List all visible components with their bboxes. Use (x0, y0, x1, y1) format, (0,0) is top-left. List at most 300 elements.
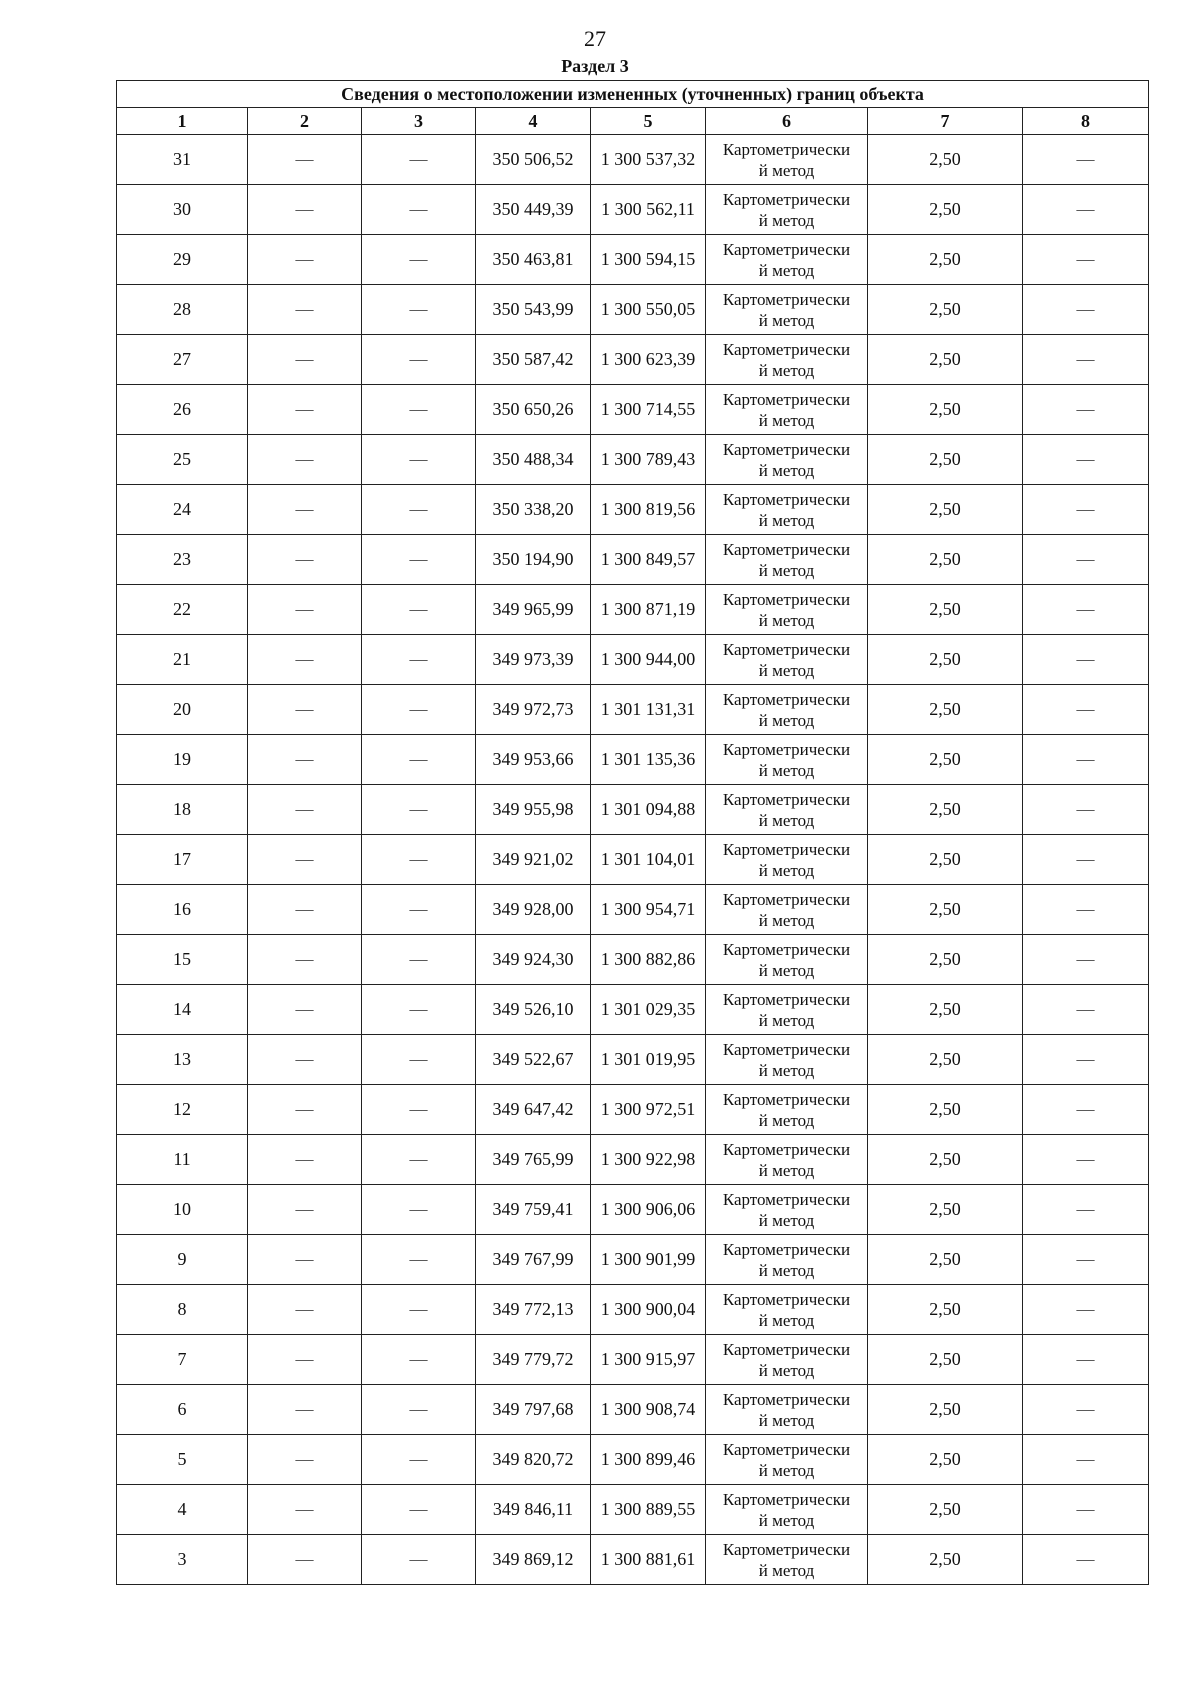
method-line-1: Картометрически (722, 1439, 851, 1459)
method-cell (706, 935, 868, 985)
table-caption: Сведения о местоположении измененных (уточненных) границ объекта (117, 81, 1149, 108)
method-cell (706, 1235, 868, 1285)
method-cell (706, 485, 868, 535)
method-cell (706, 1035, 868, 1085)
table-row (117, 535, 1149, 585)
y-coordinate-cell: 1 300 849,57 (591, 535, 706, 585)
col3-cell: — (362, 785, 476, 835)
col8-cell: — (1023, 585, 1149, 635)
method-line-1: Картометрически (722, 289, 851, 309)
col3-cell: — (362, 1035, 476, 1085)
method-line-2: й метод (758, 310, 815, 330)
y-coordinate-cell: 1 300 789,43 (591, 435, 706, 485)
col2-cell: — (248, 885, 362, 935)
method-cell (706, 1185, 868, 1235)
column-number-6: 6 (706, 108, 868, 135)
x-coordinate-cell: 349 924,30 (476, 935, 591, 985)
y-coordinate-cell: 1 300 623,39 (591, 335, 706, 385)
col8-cell: — (1023, 1535, 1149, 1585)
method-line-2: й метод (758, 260, 815, 280)
table-row (117, 1035, 1149, 1085)
col3-cell: — (362, 1385, 476, 1435)
point-cell: 27 (117, 335, 248, 385)
x-coordinate-cell: 349 869,12 (476, 1535, 591, 1585)
method-line-1: Картометрически (722, 339, 851, 359)
x-coordinate-cell: 350 650,26 (476, 385, 591, 435)
precision-cell: 2,50 (868, 485, 1023, 535)
precision-cell: 2,50 (868, 835, 1023, 885)
y-coordinate-cell: 1 301 019,95 (591, 1035, 706, 1085)
y-coordinate-cell: 1 300 889,55 (591, 1485, 706, 1535)
precision-cell: 2,50 (868, 1385, 1023, 1435)
y-coordinate-cell: 1 301 104,01 (591, 835, 706, 885)
x-coordinate-cell: 349 928,00 (476, 885, 591, 935)
table-row (117, 1385, 1149, 1435)
method-line-1: Картометрически (722, 939, 851, 959)
method-cell (706, 585, 868, 635)
point-cell: 31 (117, 135, 248, 185)
method-cell (706, 1535, 868, 1585)
col2-cell: — (248, 785, 362, 835)
col8-cell: — (1023, 135, 1149, 185)
x-coordinate-cell: 350 488,34 (476, 435, 591, 485)
y-coordinate-cell: 1 300 899,46 (591, 1435, 706, 1485)
col3-cell: — (362, 1235, 476, 1285)
col2-cell: — (248, 1485, 362, 1535)
method-line-1: Картометрически (722, 1189, 851, 1209)
col2-cell: — (248, 1085, 362, 1135)
method-line-1: Картометрически (722, 1289, 851, 1309)
precision-cell: 2,50 (868, 1485, 1023, 1535)
column-number-4: 4 (476, 108, 591, 135)
x-coordinate-cell: 350 543,99 (476, 285, 591, 335)
point-cell: 19 (117, 735, 248, 785)
y-coordinate-cell: 1 300 901,99 (591, 1235, 706, 1285)
col2-cell: — (248, 835, 362, 885)
method-line-2: й метод (758, 1510, 815, 1530)
method-cell (706, 1385, 868, 1435)
precision-cell: 2,50 (868, 1335, 1023, 1385)
col2-cell: — (248, 535, 362, 585)
col8-cell: — (1023, 635, 1149, 685)
col3-cell: — (362, 985, 476, 1035)
col3-cell: — (362, 185, 476, 235)
col8-cell: — (1023, 885, 1149, 935)
point-cell: 20 (117, 685, 248, 735)
precision-cell: 2,50 (868, 1185, 1023, 1235)
method-line-2: й метод (758, 910, 815, 930)
method-line-1: Картометрически (722, 389, 851, 409)
col2-cell: — (248, 1285, 362, 1335)
col8-cell: — (1023, 1485, 1149, 1535)
method-cell (706, 335, 868, 385)
col8-cell: — (1023, 1235, 1149, 1285)
method-line-1: Картометрически (722, 789, 851, 809)
column-number-7: 7 (868, 108, 1023, 135)
method-line-1: Картометрически (722, 739, 851, 759)
table-row (117, 1535, 1149, 1585)
method-cell (706, 635, 868, 685)
x-coordinate-cell: 349 846,11 (476, 1485, 591, 1535)
point-cell: 21 (117, 635, 248, 685)
method-line-2: й метод (758, 960, 815, 980)
table-row (117, 1335, 1149, 1385)
method-line-1: Картометрически (722, 239, 851, 259)
y-coordinate-cell: 1 300 550,05 (591, 285, 706, 335)
col8-cell: — (1023, 435, 1149, 485)
method-line-2: й метод (758, 1310, 815, 1330)
col2-cell: — (248, 335, 362, 385)
col2-cell: — (248, 1335, 362, 1385)
col3-cell: — (362, 1435, 476, 1485)
point-cell: 7 (117, 1335, 248, 1385)
point-cell: 22 (117, 585, 248, 635)
x-coordinate-cell: 349 522,67 (476, 1035, 591, 1085)
col2-cell: — (248, 685, 362, 735)
method-line-2: й метод (758, 360, 815, 380)
precision-cell: 2,50 (868, 235, 1023, 285)
col2-cell: — (248, 585, 362, 635)
y-coordinate-cell: 1 300 882,86 (591, 935, 706, 985)
precision-cell: 2,50 (868, 885, 1023, 935)
col8-cell: — (1023, 285, 1149, 335)
col2-cell: — (248, 1535, 362, 1585)
table-row (117, 135, 1149, 185)
method-line-2: й метод (758, 810, 815, 830)
method-line-1: Картометрически (722, 839, 851, 859)
method-line-1: Картометрически (722, 1139, 851, 1159)
method-line-2: й метод (758, 760, 815, 780)
method-line-2: й метод (758, 1060, 815, 1080)
col3-cell: — (362, 285, 476, 335)
y-coordinate-cell: 1 300 915,97 (591, 1335, 706, 1385)
precision-cell: 2,50 (868, 535, 1023, 585)
table-row (117, 785, 1149, 835)
col8-cell: — (1023, 1435, 1149, 1485)
precision-cell: 2,50 (868, 1235, 1023, 1285)
method-cell (706, 1135, 868, 1185)
col2-cell: — (248, 1135, 362, 1185)
method-line-1: Картометрически (722, 689, 851, 709)
point-cell: 6 (117, 1385, 248, 1435)
col2-cell: — (248, 1385, 362, 1435)
point-cell: 30 (117, 185, 248, 235)
col3-cell: — (362, 685, 476, 735)
table-row (117, 585, 1149, 635)
col2-cell: — (248, 985, 362, 1035)
table-row (117, 235, 1149, 285)
col8-cell: — (1023, 735, 1149, 785)
table-row (117, 685, 1149, 735)
col2-cell: — (248, 1235, 362, 1285)
column-number-1: 1 (117, 108, 248, 135)
y-coordinate-cell: 1 300 714,55 (591, 385, 706, 435)
method-line-2: й метод (758, 1560, 815, 1580)
method-cell (706, 1285, 868, 1335)
page-number: 27 (584, 26, 606, 51)
point-cell: 14 (117, 985, 248, 1035)
precision-cell: 2,50 (868, 735, 1023, 785)
col8-cell: — (1023, 335, 1149, 385)
table-row (117, 735, 1149, 785)
col3-cell: — (362, 1335, 476, 1385)
col2-cell: — (248, 235, 362, 285)
method-line-2: й метод (758, 1410, 815, 1430)
method-cell (706, 535, 868, 585)
method-line-2: й метод (758, 560, 815, 580)
point-cell: 8 (117, 1285, 248, 1335)
col8-cell: — (1023, 985, 1149, 1035)
col2-cell: — (248, 735, 362, 785)
x-coordinate-cell: 349 797,68 (476, 1385, 591, 1435)
y-coordinate-cell: 1 300 900,04 (591, 1285, 706, 1335)
col3-cell: — (362, 1185, 476, 1235)
column-number-8: 8 (1023, 108, 1149, 135)
precision-cell: 2,50 (868, 985, 1023, 1035)
col3-cell: — (362, 385, 476, 435)
precision-cell: 2,50 (868, 1285, 1023, 1335)
precision-cell: 2,50 (868, 285, 1023, 335)
method-line-2: й метод (758, 1010, 815, 1030)
table-row (117, 335, 1149, 385)
col3-cell: — (362, 1135, 476, 1185)
table-row (117, 885, 1149, 935)
table-row (117, 635, 1149, 685)
x-coordinate-cell: 350 463,81 (476, 235, 591, 285)
y-coordinate-cell: 1 300 922,98 (591, 1135, 706, 1185)
point-cell: 26 (117, 385, 248, 435)
point-cell: 24 (117, 485, 248, 535)
col8-cell: — (1023, 1135, 1149, 1185)
col2-cell: — (248, 1185, 362, 1235)
table-row (117, 185, 1149, 235)
method-line-1: Картометрически (722, 1089, 851, 1109)
col3-cell: — (362, 485, 476, 535)
table-row (117, 435, 1149, 485)
precision-cell: 2,50 (868, 335, 1023, 385)
col8-cell: — (1023, 685, 1149, 735)
point-cell: 12 (117, 1085, 248, 1135)
precision-cell: 2,50 (868, 1535, 1023, 1585)
table-row (117, 1235, 1149, 1285)
col8-cell: — (1023, 935, 1149, 985)
table-row (117, 1085, 1149, 1135)
x-coordinate-cell: 349 772,13 (476, 1285, 591, 1335)
column-number-3: 3 (362, 108, 476, 135)
col3-cell: — (362, 635, 476, 685)
col8-cell: — (1023, 1185, 1149, 1235)
x-coordinate-cell: 349 779,72 (476, 1335, 591, 1385)
precision-cell: 2,50 (868, 435, 1023, 485)
method-line-1: Картометрически (722, 589, 851, 609)
method-cell (706, 135, 868, 185)
point-cell: 13 (117, 1035, 248, 1085)
method-line-2: й метод (758, 860, 815, 880)
method-cell (706, 1085, 868, 1135)
precision-cell: 2,50 (868, 1085, 1023, 1135)
x-coordinate-cell: 350 587,42 (476, 335, 591, 385)
col8-cell: — (1023, 485, 1149, 535)
method-cell (706, 785, 868, 835)
col8-cell: — (1023, 1035, 1149, 1085)
method-line-1: Картометрически (722, 489, 851, 509)
method-line-2: й метод (758, 660, 815, 680)
method-cell (706, 985, 868, 1035)
method-line-1: Картометрически (722, 1239, 851, 1259)
precision-cell: 2,50 (868, 1435, 1023, 1485)
col8-cell: — (1023, 835, 1149, 885)
table-row (117, 1285, 1149, 1335)
column-number-5: 5 (591, 108, 706, 135)
y-coordinate-cell: 1 300 871,19 (591, 585, 706, 635)
method-line-1: Картометрически (722, 1039, 851, 1059)
precision-cell: 2,50 (868, 685, 1023, 735)
precision-cell: 2,50 (868, 635, 1023, 685)
col8-cell: — (1023, 235, 1149, 285)
method-cell (706, 1485, 868, 1535)
method-line-2: й метод (758, 210, 815, 230)
y-coordinate-cell: 1 300 954,71 (591, 885, 706, 935)
y-coordinate-cell: 1 301 135,36 (591, 735, 706, 785)
method-line-1: Картометрически (722, 189, 851, 209)
col3-cell: — (362, 435, 476, 485)
method-line-2: й метод (758, 510, 815, 530)
y-coordinate-cell: 1 300 819,56 (591, 485, 706, 535)
table-row (117, 285, 1149, 335)
col3-cell: — (362, 1485, 476, 1535)
x-coordinate-cell: 349 765,99 (476, 1135, 591, 1185)
col2-cell: — (248, 185, 362, 235)
point-cell: 17 (117, 835, 248, 885)
y-coordinate-cell: 1 301 094,88 (591, 785, 706, 835)
method-cell (706, 385, 868, 435)
col3-cell: — (362, 835, 476, 885)
x-coordinate-cell: 349 965,99 (476, 585, 591, 635)
col3-cell: — (362, 235, 476, 285)
method-line-1: Картометрически (722, 989, 851, 1009)
method-line-1: Картометрически (722, 1339, 851, 1359)
y-coordinate-cell: 1 300 972,51 (591, 1085, 706, 1135)
col2-cell: — (248, 635, 362, 685)
col8-cell: — (1023, 785, 1149, 835)
method-cell (706, 835, 868, 885)
col8-cell: — (1023, 1385, 1149, 1435)
x-coordinate-cell: 350 449,39 (476, 185, 591, 235)
point-cell: 3 (117, 1535, 248, 1585)
y-coordinate-cell: 1 300 944,00 (591, 635, 706, 685)
point-cell: 23 (117, 535, 248, 585)
precision-cell: 2,50 (868, 585, 1023, 635)
x-coordinate-cell: 349 953,66 (476, 735, 591, 785)
x-coordinate-cell: 350 338,20 (476, 485, 591, 535)
method-line-2: й метод (758, 460, 815, 480)
col2-cell: — (248, 935, 362, 985)
boundary-table (116, 80, 1149, 1585)
table-row (117, 1185, 1149, 1235)
point-cell: 4 (117, 1485, 248, 1535)
y-coordinate-cell: 1 301 131,31 (591, 685, 706, 735)
method-cell (706, 285, 868, 335)
method-line-1: Картометрически (722, 1539, 851, 1559)
x-coordinate-cell: 349 973,39 (476, 635, 591, 685)
x-coordinate-cell: 349 526,10 (476, 985, 591, 1035)
point-cell: 11 (117, 1135, 248, 1185)
col8-cell: — (1023, 535, 1149, 585)
y-coordinate-cell: 1 300 537,32 (591, 135, 706, 185)
point-cell: 18 (117, 785, 248, 835)
point-cell: 15 (117, 935, 248, 985)
col3-cell: — (362, 535, 476, 585)
method-line-2: й метод (758, 1110, 815, 1130)
column-number-row (117, 108, 1149, 135)
col3-cell: — (362, 1085, 476, 1135)
x-coordinate-cell: 350 506,52 (476, 135, 591, 185)
col3-cell: — (362, 885, 476, 935)
method-line-2: й метод (758, 1460, 815, 1480)
table-row (117, 985, 1149, 1035)
method-line-1: Картометрически (722, 1389, 851, 1409)
col8-cell: — (1023, 185, 1149, 235)
method-line-2: й метод (758, 160, 815, 180)
table-row (117, 1135, 1149, 1185)
method-cell (706, 885, 868, 935)
col3-cell: — (362, 335, 476, 385)
section-title: Раздел 3 (561, 56, 629, 76)
method-line-2: й метод (758, 610, 815, 630)
col2-cell: — (248, 485, 362, 535)
precision-cell: 2,50 (868, 785, 1023, 835)
method-cell (706, 435, 868, 485)
method-cell (706, 1335, 868, 1385)
x-coordinate-cell: 349 759,41 (476, 1185, 591, 1235)
col8-cell: — (1023, 1335, 1149, 1385)
y-coordinate-cell: 1 300 881,61 (591, 1535, 706, 1585)
x-coordinate-cell: 350 194,90 (476, 535, 591, 585)
method-cell (706, 1435, 868, 1485)
col3-cell: — (362, 1535, 476, 1585)
x-coordinate-cell: 349 767,99 (476, 1235, 591, 1285)
method-line-2: й метод (758, 1160, 815, 1180)
y-coordinate-cell: 1 300 906,06 (591, 1185, 706, 1235)
col2-cell: — (248, 385, 362, 435)
col3-cell: — (362, 1285, 476, 1335)
point-cell: 9 (117, 1235, 248, 1285)
method-line-2: й метод (758, 710, 815, 730)
col2-cell: — (248, 1435, 362, 1485)
precision-cell: 2,50 (868, 1135, 1023, 1185)
x-coordinate-cell: 349 955,98 (476, 785, 591, 835)
y-coordinate-cell: 1 300 594,15 (591, 235, 706, 285)
point-cell: 16 (117, 885, 248, 935)
table-row (117, 835, 1149, 885)
precision-cell: 2,50 (868, 135, 1023, 185)
method-line-1: Картометрически (722, 639, 851, 659)
point-cell: 10 (117, 1185, 248, 1235)
method-cell (706, 685, 868, 735)
table-row (117, 935, 1149, 985)
table-body (117, 135, 1149, 1585)
col3-cell: — (362, 585, 476, 635)
y-coordinate-cell: 1 301 029,35 (591, 985, 706, 1035)
table-row (117, 485, 1149, 535)
col2-cell: — (248, 1035, 362, 1085)
y-coordinate-cell: 1 300 908,74 (591, 1385, 706, 1435)
table-row (117, 385, 1149, 435)
point-cell: 29 (117, 235, 248, 285)
x-coordinate-cell: 349 972,73 (476, 685, 591, 735)
method-line-1: Картометрически (722, 139, 851, 159)
col8-cell: — (1023, 1085, 1149, 1135)
